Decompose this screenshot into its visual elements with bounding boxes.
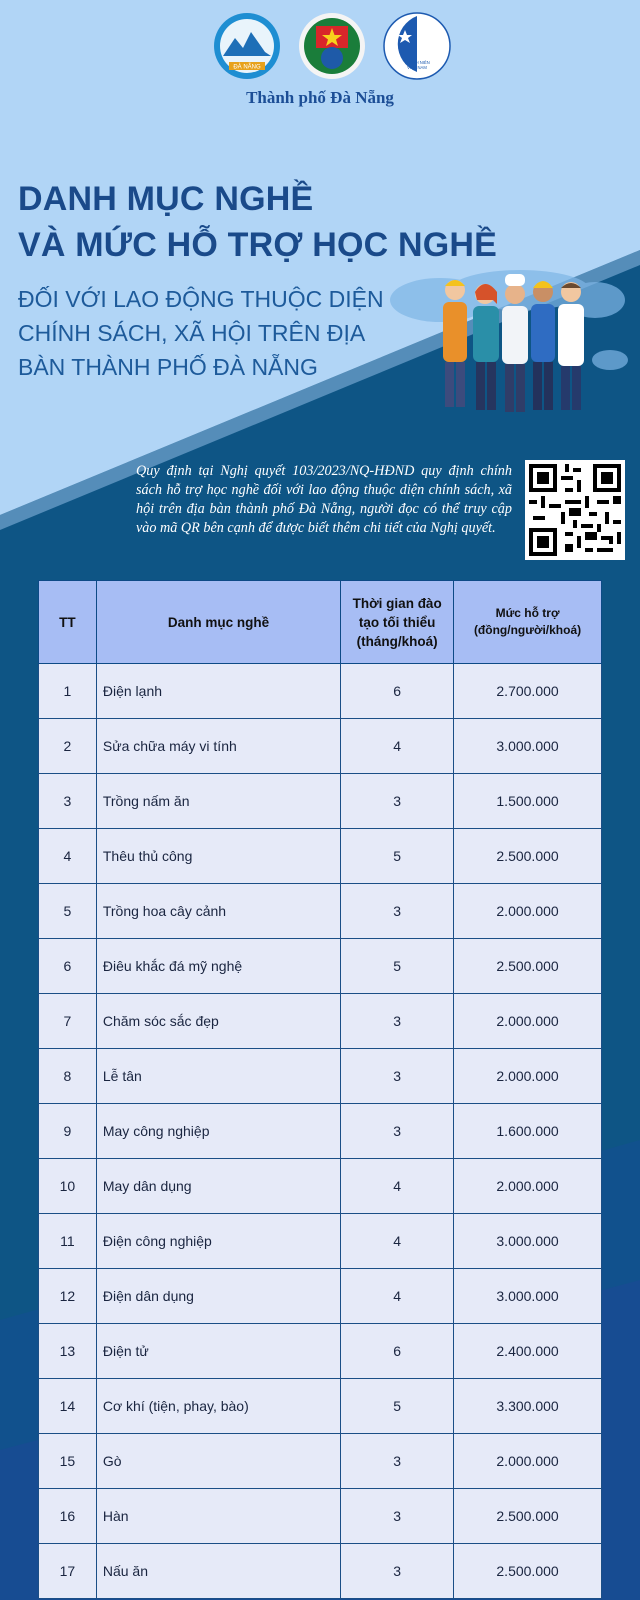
table-row [39, 1434, 602, 1489]
vocation-name: May dân dụng [96, 1159, 340, 1214]
table-row [39, 829, 602, 884]
table-row [39, 1159, 602, 1214]
table-row [39, 1379, 602, 1434]
duration-cell: 3 [341, 774, 454, 829]
vocation-name: Trồng hoa cây cảnh [96, 884, 340, 939]
header-tt: TT [39, 581, 97, 664]
table-row [39, 1214, 602, 1269]
vocation-name: Trồng nấm ăn [96, 774, 340, 829]
support-amount: 2.000.000 [454, 1434, 602, 1489]
subtitle-line-1: ĐỐI VỚI LAO ĐỘNG THUỘC DIỆN [18, 286, 384, 312]
duration-cell: 3 [341, 1489, 454, 1544]
vocation-name: Cơ khí (tiện, phay, bào) [96, 1379, 340, 1434]
danang-city-logo [213, 12, 281, 80]
row-number: 3 [39, 774, 97, 829]
row-number: 2 [39, 719, 97, 774]
support-amount: 2.000.000 [454, 994, 602, 1049]
vocation-name: Điêu khắc đá mỹ nghệ [96, 939, 340, 994]
table-row [39, 939, 602, 994]
page-title [18, 176, 497, 268]
support-amount: 3.000.000 [454, 1269, 602, 1324]
youth-union-logo [298, 12, 366, 80]
row-number: 11 [39, 1214, 97, 1269]
svg-text:THANH NIÊN: THANH NIÊN [404, 60, 430, 65]
support-amount: 2.700.000 [454, 664, 602, 719]
support-amount: 2.000.000 [454, 1159, 602, 1214]
support-amount: 2.000.000 [454, 1049, 602, 1104]
duration-cell: 3 [341, 994, 454, 1049]
vocation-name: Hàn [96, 1489, 340, 1544]
support-amount: 1.600.000 [454, 1104, 602, 1159]
header-duration: Thời gian đào tạo tối thiểu (tháng/khoá) [341, 581, 454, 664]
support-amount: 3.300.000 [454, 1379, 602, 1434]
row-number: 16 [39, 1489, 97, 1544]
duration-cell: 5 [341, 829, 454, 884]
city-name: Thành phố Đà Nẵng [246, 88, 394, 107]
table-row [39, 719, 602, 774]
table-row [39, 1544, 602, 1599]
row-number: 17 [39, 1544, 97, 1599]
table-row [39, 774, 602, 829]
row-number: 9 [39, 1104, 97, 1159]
duration-cell: 5 [341, 1379, 454, 1434]
vocation-name: Lễ tân [96, 1049, 340, 1104]
vocation-name: May công nghiệp [96, 1104, 340, 1159]
table-row [39, 994, 602, 1049]
vocation-name: Điện tử [96, 1324, 340, 1379]
row-number: 12 [39, 1269, 97, 1324]
duration-cell: 4 [341, 1269, 454, 1324]
title-line-1: DANH MỤC NGHỀ [18, 180, 314, 218]
table-row [39, 1269, 602, 1324]
header-vocation: Danh mục nghề [96, 581, 340, 664]
row-number: 6 [39, 939, 97, 994]
row-number: 8 [39, 1049, 97, 1104]
table-row [39, 884, 602, 939]
vocation-name: Điện dân dụng [96, 1269, 340, 1324]
svg-text:ĐÀ NẴNG: ĐÀ NẴNG [233, 64, 261, 71]
row-number: 13 [39, 1324, 97, 1379]
duration-cell: 3 [341, 1434, 454, 1489]
table-row [39, 1104, 602, 1159]
table-row [39, 1489, 602, 1544]
vocation-name: Chăm sóc sắc đẹp [96, 994, 340, 1049]
row-number: 14 [39, 1379, 97, 1434]
regulation-description: Quy định tại Nghị quyết 103/2023/NQ-HĐND quy định chính sách hỗ trợ học nghề đối với lao động thuộc diện chính sách, xã hội trên địa bàn thành phố Đà Nẵng, người đọc có thể truy cập vào mã QR bên cạnh để được biết thêm chi tiết của Nghị quyết. [136, 463, 512, 536]
vocation-name: Nấu ăn [96, 1544, 340, 1599]
row-number: 4 [39, 829, 97, 884]
duration-cell: 6 [341, 1324, 454, 1379]
support-amount: 2.400.000 [454, 1324, 602, 1379]
vocation-name: Điện lạnh [96, 664, 340, 719]
support-amount: 2.500.000 [454, 939, 602, 994]
duration-cell: 6 [341, 664, 454, 719]
table-row [39, 1324, 602, 1379]
table-row [39, 664, 602, 719]
subtitle-line-3: BÀN THÀNH PHỐ ĐÀ NẴNG [18, 354, 318, 380]
support-amount: 3.000.000 [454, 719, 602, 774]
support-amount: 1.500.000 [454, 774, 602, 829]
support-amount: 2.500.000 [454, 1544, 602, 1599]
vocation-name: Thêu thủ công [96, 829, 340, 884]
row-number: 5 [39, 884, 97, 939]
vocation-table [38, 580, 602, 1599]
support-amount: 2.000.000 [454, 884, 602, 939]
row-number: 15 [39, 1434, 97, 1489]
table-body [39, 664, 602, 1599]
row-number: 10 [39, 1159, 97, 1214]
duration-cell: 4 [341, 719, 454, 774]
table-header-row [39, 581, 602, 664]
duration-cell: 5 [341, 939, 454, 994]
vocation-name: Điện công nghiệp [96, 1214, 340, 1269]
duration-cell: 4 [341, 1159, 454, 1214]
youth-federation-logo [383, 12, 451, 80]
row-number: 1 [39, 664, 97, 719]
duration-cell: 3 [341, 1104, 454, 1159]
logo-row [0, 12, 640, 84]
duration-cell: 3 [341, 1049, 454, 1104]
support-amount: 2.500.000 [454, 829, 602, 884]
support-amount: 3.000.000 [454, 1214, 602, 1269]
svg-text:VIỆT NAM: VIỆT NAM [407, 65, 427, 70]
duration-cell: 4 [341, 1214, 454, 1269]
header-support: Mức hỗ trợ (đồng/người/khoá) [454, 581, 602, 664]
vocation-name: Gò [96, 1434, 340, 1489]
workers-illustration [385, 262, 640, 422]
title-line-2: VÀ MỨC HỖ TRỢ HỌC NGHỀ [18, 226, 498, 264]
duration-cell: 3 [341, 1544, 454, 1599]
row-number: 7 [39, 994, 97, 1049]
page-subtitle [18, 282, 384, 384]
vocation-name: Sửa chữa máy vi tính [96, 719, 340, 774]
duration-cell: 3 [341, 884, 454, 939]
table-row [39, 1049, 602, 1104]
qr-code[interactable] [525, 460, 625, 560]
subtitle-line-2: CHÍNH SÁCH, XÃ HỘI TRÊN ĐỊA [18, 320, 366, 346]
support-amount: 2.500.000 [454, 1489, 602, 1544]
